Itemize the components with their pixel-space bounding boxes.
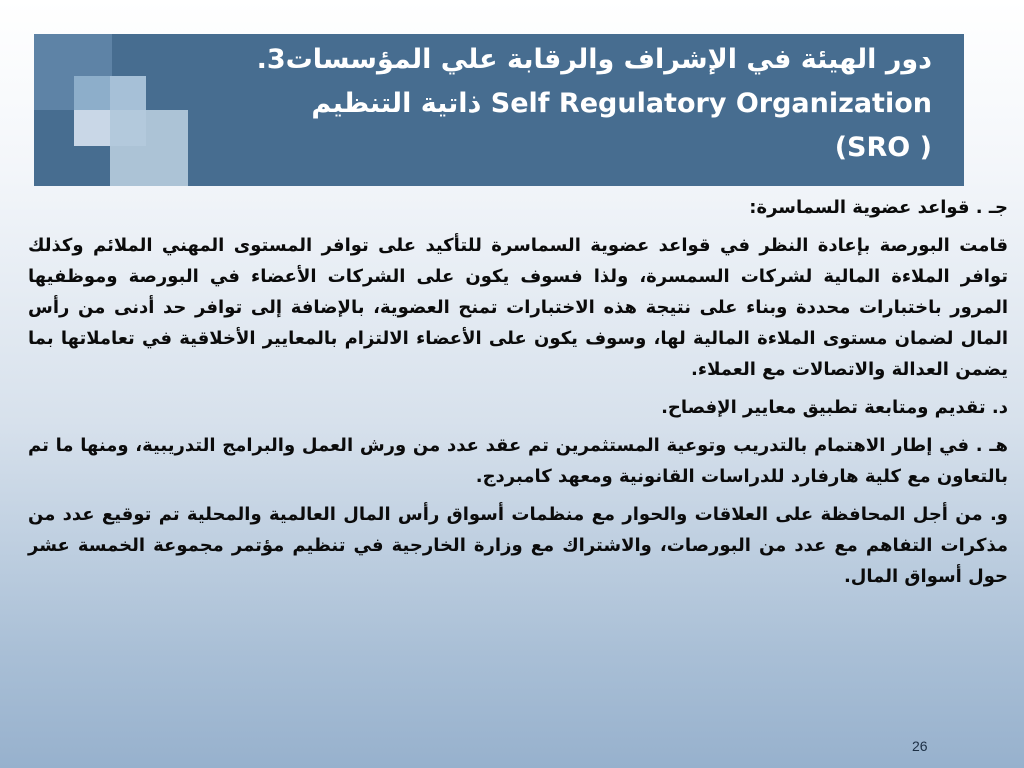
paragraph-membership-rules: قامت البورصة بإعادة النظر في قواعد عضوية السماسرة للتأكيد على توافر المستوى المهني الملائم وكذلك توافر الملاءة المالية لشركات السمسرة، ولذا فسوف يكون على الشركات الأعضاء في البورصة وموظفيها المرور باختبارات محددة وبناء على نتيجة هذه الاختبارات تمنح العضوية، بالإضافة إلى توافر حد أدنى من رأس المال لضمان مستوى الملاءة المالية لها، وسوف يكون على الأعضاء الالتزام بالمعايير الأخلاقية في تعاملاتها بما يضمن العدالة والاتصالات مع العملاء. xyxy=(28,235,1008,380)
decorative-square xyxy=(74,110,110,146)
section-heading-d: د. تقديم ومتابعة تطبيق معايير الإفصاح. xyxy=(661,397,1008,418)
title-line-2: ذاتية التنظيم Self Regulatory Organization xyxy=(311,88,932,119)
section-heading-c: جـ . قواعد عضوية السماسرة: xyxy=(749,197,1008,218)
page-number: 26 xyxy=(912,738,928,754)
paragraph-training: هـ . في إطار الاهتمام بالتدريب وتوعية المستثمرين تم عقد عدد من ورش العمل والبرامج التدريبية، ومنها ما تم بالتعاون مع كلية هارفارد للدراسات القانونية ومعهد كامبردج. xyxy=(28,435,1008,487)
slide-body xyxy=(28,192,1008,599)
slide-title xyxy=(212,38,932,170)
decorative-square xyxy=(110,76,146,110)
paragraph-relations: و. من أجل المحافظة على العلاقات والحوار مع منظمات أسواق رأس المال العالمية والمحلية تم توقيع عدد من مذكرات التفاهم مع عدد من البورصات، والاشتراك مع وزارة الخارجية في تنظيم مؤتمر مجموعة الخمسة عشر حول أسواق المال. xyxy=(28,504,1008,587)
title-line-1: .3دور الهيئة في الإشراف والرقابة علي المؤسسات xyxy=(256,44,932,75)
title-line-3: (SRO ) xyxy=(834,132,932,163)
decorative-square xyxy=(110,110,188,186)
